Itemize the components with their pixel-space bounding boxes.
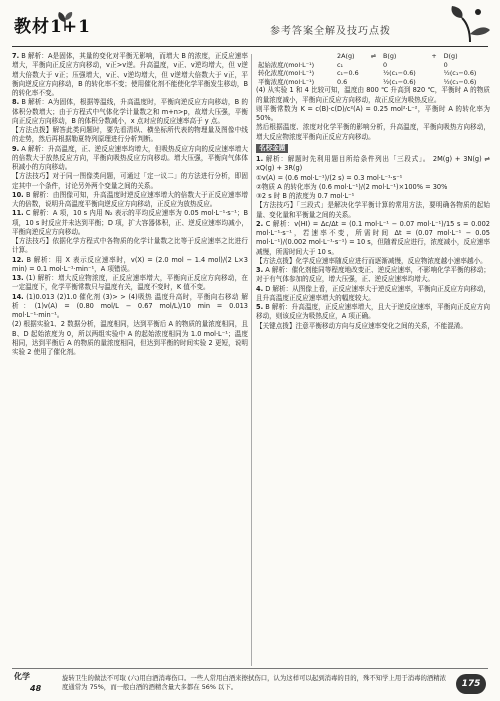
right-paragraph bbox=[256, 105, 490, 124]
answer-text: C 解析：v(HI) = Δc/Δt = (0.1 mol·L⁻¹ − 0.07 mol·L⁻¹)/15 s = 0.002 mol·L⁻¹·s⁻¹，若速率不变，所需时间 Δt = (0.07 mol·L⁻¹ − 0.05 mol·L⁻¹)/(0.002 mol·L⁻¹·s⁻¹) = 10 s，但随着反应进行，浓度减小，反应速率减慢，所需时间大于 10 s。 bbox=[256, 219, 490, 256]
answer-text: B 解析：用 X 表示反应速率时，v(X) = (2.0 mol − 1.4 mol)/(2 L×3 min) = 0.1 mol·L⁻¹·min⁻¹，A 项错误。 bbox=[12, 255, 248, 273]
question-number: 7. bbox=[12, 52, 20, 60]
left-paragraph bbox=[12, 126, 248, 145]
eq-header-cell: 2A(g) bbox=[337, 52, 355, 60]
answer-text: (1)0.013 (2)1.0 催化剂 (3)> > (4)吸热 温度升高时，平衡向右移动 解析：(1)v(A) = (0.80 mol/L − 0.67 mol/L)/10 min = 0.013 mol·L⁻¹·min⁻¹。 bbox=[12, 292, 248, 319]
right-paragraph bbox=[256, 183, 490, 192]
left-paragraph bbox=[12, 274, 248, 293]
answer-text: 【方法技巧】依据化学方程式中各物质的化学计量数之比等于反应速率之比进行计算。 bbox=[12, 237, 248, 255]
answer-text: D 解析：从图像上看，正反应速率大于逆反应速率，平衡向正反应方向移动，且升高温度正反应速率增大的幅度较大。 bbox=[256, 284, 490, 302]
answer-text: 则平衡常数为 K = c(B)·c(D)/c²(A) = 0.25 mol²·L⁻²，平衡时 A 的转化率为 50%。 bbox=[256, 104, 490, 123]
answer-text: A 解析：催化剂能同等程度地改变正、逆反应速率，不影响化学平衡的移动；对于有气体参加的反应，增大压强，正、逆反应速率均增大。 bbox=[256, 266, 490, 284]
right-paragraph bbox=[256, 303, 490, 322]
question-number: 9. bbox=[12, 144, 20, 153]
page-number: 175 bbox=[456, 674, 486, 694]
right-paragraph bbox=[256, 285, 490, 304]
eq-cell: ½(c₁−0.6) bbox=[443, 77, 477, 86]
right-paragraph bbox=[256, 155, 490, 174]
left-column bbox=[12, 52, 248, 357]
right-paragraph bbox=[256, 192, 490, 201]
answer-text: A 解析：升高温度，正、逆反应速率均增大，但吸热反应方向的反应速率增大的倍数大于放热反应方向，平衡向吸热反应方向移动。增大压强，平衡向气体体积减小的方向移动。 bbox=[12, 144, 248, 171]
answer-text: ①v(A) = (0.6 mol·L⁻¹)/(2 s) = 0.3 mol·L⁻¹·s⁻¹ bbox=[256, 173, 403, 182]
header-title: 参考答案全解及技巧点拨 bbox=[270, 26, 391, 37]
answer-text: B 解析：升高温度，正反应速率增大，且大于逆反应速率，平衡向正反应方向移动，则该反应为吸热反应，A 项正确。 bbox=[256, 303, 490, 321]
answer-text: 【关键点拨】注意平衡移动方向与反应速率变化之间的关系，不能混淆。 bbox=[256, 321, 467, 330]
answer-text: 然后根据温度、浓度对化学平衡的影响分析，升高温度，平衡向吸热方向移动，增大反应物浓度平衡向正反应方向移动。 bbox=[256, 123, 490, 141]
answer-text: 【方法技巧】对于同一图像类问题，可通过「定一议二」的方法进行分析，即固定其中一个条件，讨论另外两个变量之间的关系。 bbox=[12, 172, 248, 190]
answer-text: 解析：解题时先利用题目所给条件列出「三段式」。 2M(g) + 3N(g) ⇌ xQ(g) + 3R(g) bbox=[256, 155, 490, 173]
eq-cell: ½(c₁−0.6) bbox=[382, 69, 416, 78]
question-number: 14. bbox=[12, 292, 24, 301]
question-number: 8. bbox=[12, 98, 20, 107]
right-paragraph bbox=[256, 220, 490, 257]
eq-cell: 起始浓度/(mol·L⁻¹) bbox=[258, 60, 315, 69]
left-paragraph bbox=[12, 145, 248, 173]
eq-cell: ½(c₁−0.6) bbox=[443, 69, 477, 78]
eq-cell: 0 bbox=[382, 60, 388, 69]
eq-cell: c₁−0.6 bbox=[337, 69, 359, 78]
answer-text: (4) 从实验 1 和 4 比较可知，温度由 800 ℃ 升高到 820 ℃，平衡时 A 的物质的量浓度减小，平衡向正反应方向移动，故正反应为吸热反应。 bbox=[256, 86, 490, 104]
left-paragraph bbox=[12, 237, 248, 256]
question-number: 1. bbox=[256, 155, 264, 164]
left-paragraph bbox=[12, 172, 248, 191]
left-paragraph bbox=[12, 191, 248, 210]
right-paragraph bbox=[256, 322, 490, 331]
right-paragraph bbox=[256, 142, 490, 155]
answer-text: 【方法点拨】化学反应速率随反应进行而逐渐减慢，反应物浓度越小速率越小。 bbox=[256, 256, 487, 265]
eq-header-cell: ⇌ bbox=[370, 52, 377, 60]
eq-cell: 转化浓度/(mol·L⁻¹) bbox=[258, 69, 315, 78]
answer-text: B 解析：A是固体，其量的变化对平衡无影响，而增大 B 的浓度，正反应速率增大，平衡向正反应方向移动，v正>v逆。升高温度，v正、v逆均增大，但 v逆增大倍数大于 v正；压强增大，v正、v逆均增大，但 v逆增大倍数大于 v正，平衡向逆反应方向移动，B 的转化率不变；使用催化剂不能使化学平衡发生移动，B 的转化率不变。 bbox=[12, 52, 248, 97]
left-paragraph bbox=[12, 320, 248, 357]
eq-cell: 0.6 bbox=[337, 77, 348, 86]
answer-text: (1) 解析：增大反应物浓度，正反应速率增大，平衡向正反应方向移动，在一定温度下，化学平衡常数只与温度有关，温度不变时，K 值不变。 bbox=[12, 274, 248, 292]
answer-text: C 解析：A 项，10 s 内用 N₂ 表示的平均反应速率为 0.05 mol·L⁻¹·s⁻¹；B 项，10 s 时反应并未达到平衡；D 项，扩大容器体积，正、逆反应速率均减小，平衡向逆反应方向移动。 bbox=[12, 209, 248, 236]
question-number: 11. bbox=[12, 209, 24, 218]
eq-header-cell bbox=[256, 52, 335, 61]
eq-cell bbox=[369, 69, 381, 78]
eq-cell: ½(c₁−0.6) bbox=[382, 77, 416, 86]
right-paragraph bbox=[256, 174, 490, 183]
right-paragraph bbox=[256, 86, 490, 105]
left-paragraph bbox=[12, 98, 248, 126]
answer-text: ②物质 A 的转化率为 (0.6 mol·L⁻¹)/(2 mol·L⁻¹)×100% = 30% bbox=[256, 182, 448, 191]
eq-header-cell: B(g) bbox=[382, 52, 397, 60]
footer-rule bbox=[12, 668, 488, 669]
question-number: 3. bbox=[256, 266, 264, 275]
eq-cell: c₁ bbox=[337, 60, 344, 69]
left-paragraph bbox=[12, 52, 248, 98]
answer-text: B 解析：A为固体，根据等温线，升高温度时，平衡向逆反应方向移动，B 的体积分数增大；由于方程式中气体化学计量数之和 m+n>p，故增大压强，平衡向正反应方向移动，B 的体积分数减小，x 点对应的反应速率高于 y 点。 bbox=[12, 98, 248, 125]
question-number: 13. bbox=[12, 274, 24, 282]
left-paragraph bbox=[12, 293, 248, 321]
answer-text: 【方法点拨】解答此类问题时，要先看清纵、横坐标所代表的物理量及图像中线的走势，然后再根据勒夏特列原理进行分析判断。 bbox=[12, 126, 248, 144]
question-number: 4. bbox=[256, 284, 264, 293]
question-number: 2. bbox=[256, 219, 264, 228]
answer-text: 【方法技巧】「三段式」是解决化学平衡计算的常用方法，要明确各物质的起始量、变化量和平衡量之间的关系。 bbox=[256, 201, 490, 219]
question-number: 5. bbox=[256, 303, 264, 312]
question-number: 10. bbox=[12, 190, 24, 199]
right-column bbox=[256, 52, 490, 331]
eq-cell: 平衡浓度/(mol·L⁻¹) bbox=[258, 77, 315, 86]
left-paragraph bbox=[12, 209, 248, 237]
question-number: 12. bbox=[12, 255, 24, 264]
eq-header-cell: + bbox=[431, 52, 437, 60]
right-paragraph bbox=[256, 201, 490, 220]
right-column-text bbox=[256, 86, 490, 331]
sprout-icon bbox=[448, 4, 492, 44]
answer-text: (2) 根据实验1、2 数据分析，温度相同，达到平衡后 A 的物质的量浓度相同，且 B、D 起始浓度为 0，所以两组实验中 A 的起始浓度相同为 1.0 mol·L⁻¹；温度相同，达到平衡后 A 的物质的量浓度相同，但达到平衡的时间实验 2 更短，说明实验 2 使用了催化剂。 bbox=[12, 320, 248, 356]
eq-header-cell: D(g) bbox=[443, 52, 458, 60]
answer-text: ③2 s 时 B 的浓度为 0.7 mol·L⁻¹ bbox=[256, 192, 355, 201]
footer-page-left: 48 bbox=[30, 684, 42, 693]
right-paragraph bbox=[256, 257, 490, 266]
right-paragraph bbox=[256, 266, 490, 285]
footer-tip-text: 旋转卫生的做法不可取 (六)用白酒消毒伤口。一些人常用白酒来擦拭伤口，认为这样可以起到消毒的目的，殊不知学上用于消毒的酒精浓度通常为 75%，而一般白酒的酒精含量大多都在 56% 以下。 bbox=[62, 674, 447, 691]
equilibrium-table bbox=[256, 52, 490, 86]
left-paragraph bbox=[12, 256, 248, 275]
eq-cell: 0 bbox=[443, 60, 448, 69]
eq-cell bbox=[369, 61, 381, 70]
eq-cell bbox=[429, 61, 441, 70]
column-divider bbox=[251, 54, 252, 666]
eq-cell bbox=[429, 69, 441, 78]
page-footer bbox=[0, 668, 500, 701]
section-heading: 名校金题 bbox=[256, 144, 288, 153]
right-paragraph bbox=[256, 123, 490, 142]
answer-text: B 解析：由图像可知，升高温度时逆反应速率增大的倍数大于正反应速率增大的倍数，说明升高温度平衡向逆反应方向移动，正反应为放热反应。 bbox=[12, 190, 248, 208]
book-logo: 教材1+1 bbox=[14, 17, 91, 37]
page-header bbox=[0, 0, 500, 50]
footer-subject: 化学 bbox=[14, 672, 30, 681]
header-rule bbox=[12, 46, 488, 47]
